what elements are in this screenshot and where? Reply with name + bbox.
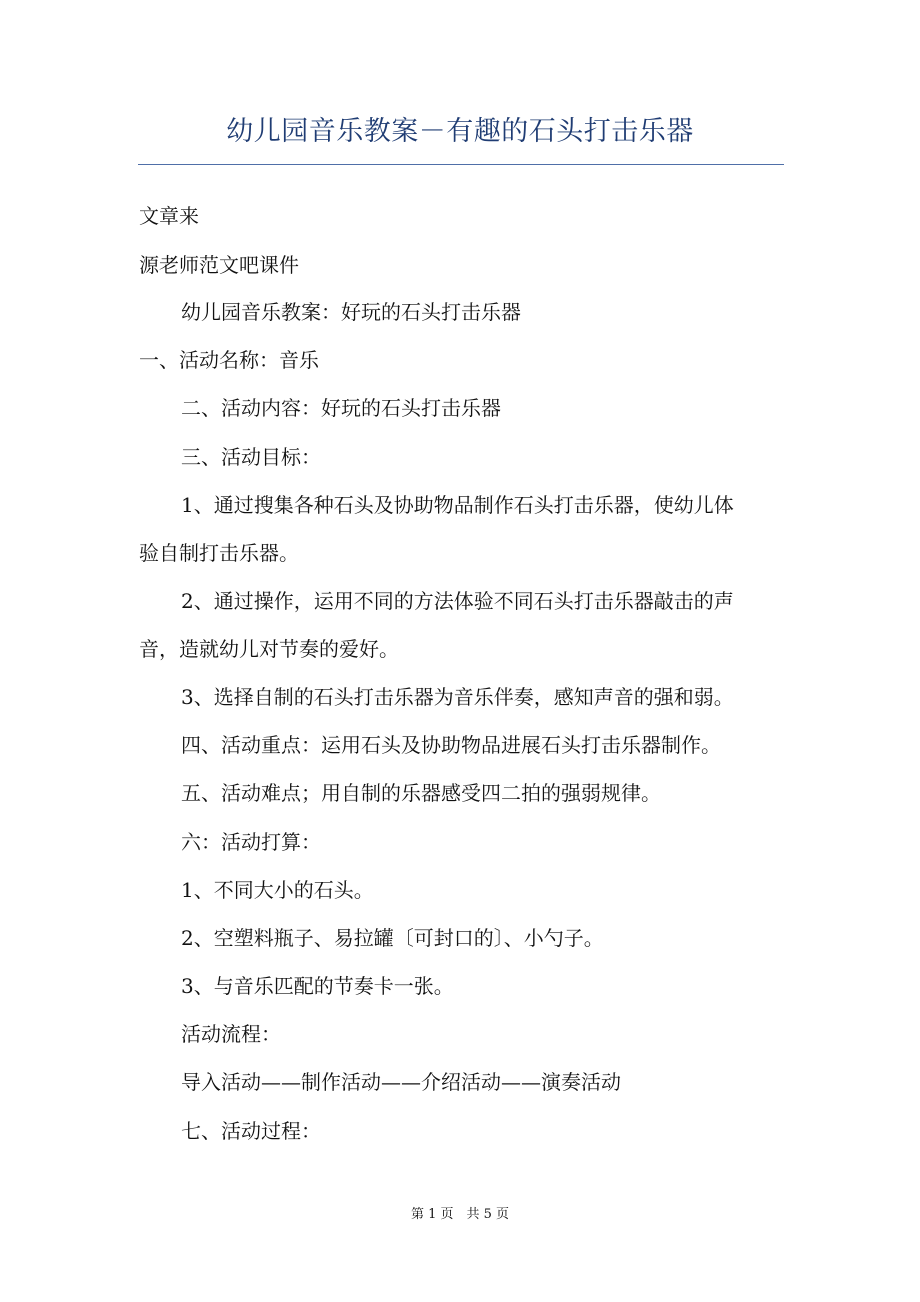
title-divider [138,164,784,165]
text-line: 3、与音乐匹配的节奏卡一张。 [181,974,454,998]
text-line: 二、活动内容：好玩的石头打击乐器 [181,396,501,420]
text-line: 导入活动——制作活动——介绍活动——演奏活动 [181,1070,621,1094]
text-line: 2、通过操作，运用不同的方法体验不同石头打击乐器敲击的声 [181,589,734,613]
text-line: 1、通过搜集各种石头及协助物品制作石头打击乐器，使幼儿体 [181,493,734,517]
text-line: 六：活动打算： [181,830,321,854]
text-line: 验自制打击乐器。 [139,541,299,565]
document-title: 幼儿园音乐教案－有趣的石头打击乐器 [226,116,694,147]
text-line: 活动流程： [181,1022,281,1046]
text-line: 幼儿园音乐教案：好玩的石头打击乐器 [181,300,521,324]
text-line: 音，造就幼儿对节奏的爱好。 [139,637,399,661]
text-line: 文章来 [139,204,199,228]
text-line: 3、选择自制的石头打击乐器为音乐伴奏，感知声音的强和弱。 [181,685,734,709]
text-line: 四、活动重点：运用石头及协助物品进展石头打击乐器制作。 [181,733,721,757]
text-line: 1、不同大小的石头。 [181,878,374,902]
text-line: 五、活动难点；用自制的乐器感受四二拍的强弱规律。 [181,781,661,805]
text-line: 一、活动名称：音乐 [139,348,319,372]
text-line: 源老师范文吧课件 [139,253,299,277]
page-footer: 第 1 页 共 5 页 [410,1207,510,1222]
text-line: 2、空塑料瓶子、易拉罐〔可封口的〕、小勺子。 [181,926,604,950]
text-line: 七、活动过程： [181,1119,321,1143]
text-line: 三、活动目标： [181,445,321,469]
